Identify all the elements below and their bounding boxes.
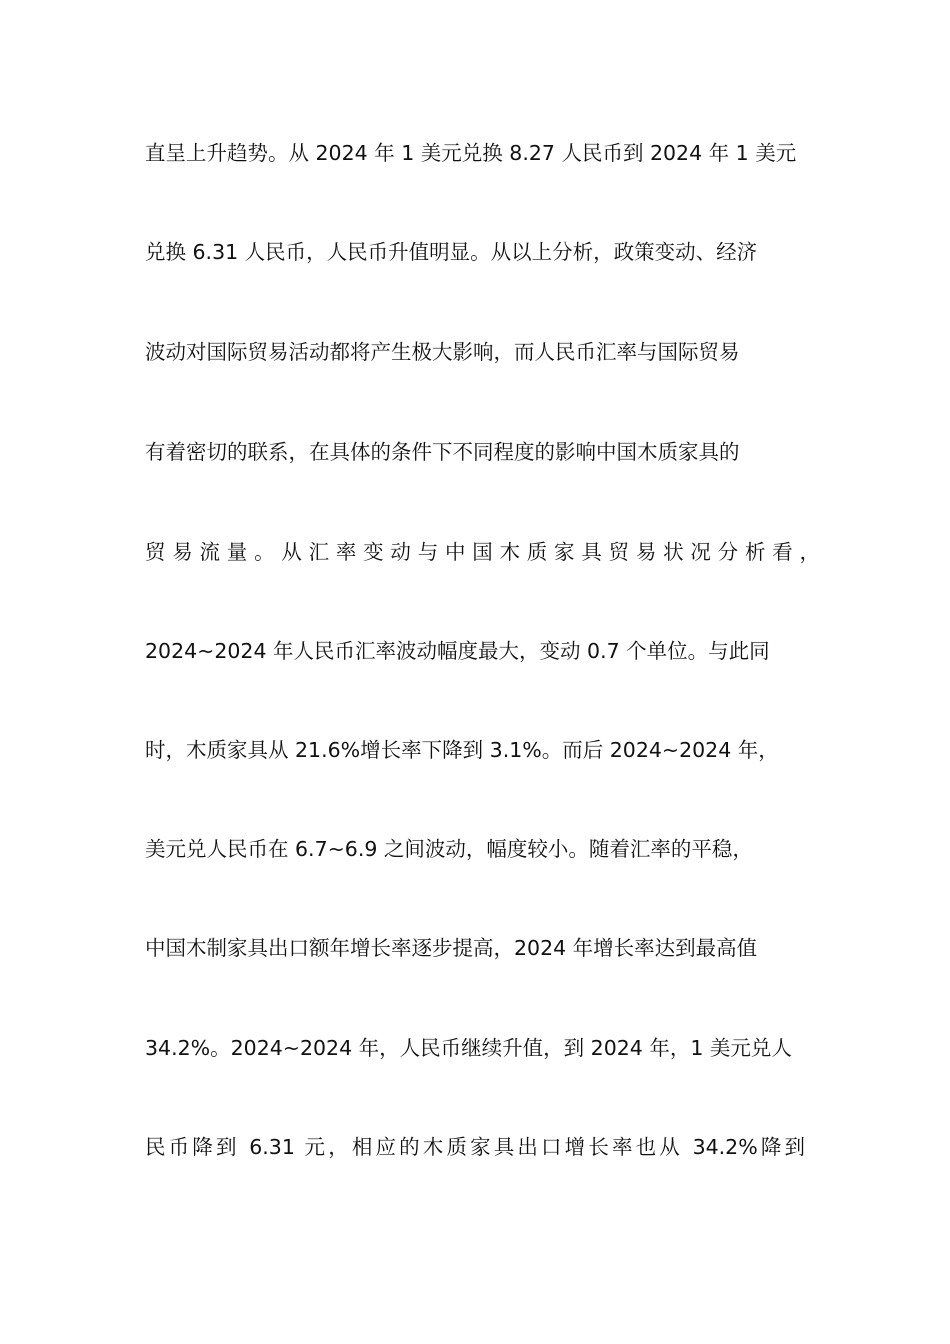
text-line-8: 美元兑人民币在 6.7~6.9 之间波动，幅度较小。随着汇率的平稳， [145, 837, 753, 861]
text-line-6: 2024~2024 年人民币汇率波动幅度最大，变动 0.7 个单位。与此同 [145, 639, 770, 663]
text-line-10: 34.2%。2024~2024 年，人民币继续升值，到 2024 年，1 美元兑人 [145, 1036, 792, 1060]
text-line-2: 兑换 6.31 人民币，人民币升值明显。从以上分析，政策变动、经济 [145, 240, 758, 264]
text-line-1: 直呈上升趋势。从 2024 年 1 美元兑换 8.27 人民币到 2024 年 1 美元 [145, 141, 797, 165]
text-line-9: 中国木制家具出口额年增长率逐步提高，2024 年增长率达到最高值 [145, 936, 758, 960]
text-line-5: 贸易流量。从汇率变动与中国木质家具贸易状况分析看， [145, 540, 820, 564]
text-line-11: 民币降到 6.31 元，相应的木质家具出口增长率也从 34.2%降到 [145, 1135, 805, 1159]
text-line-3: 波动对国际贸易活动都将产生极大影响，而人民币汇率与国际贸易 [145, 340, 740, 364]
text-line-7: 时，木质家具从 21.6%增长率下降到 3.1%。而后 2024~2024 年， [145, 738, 779, 762]
text-line-4: 有着密切的联系，在具体的条件下不同程度的影响中国木质家具的 [145, 440, 740, 464]
